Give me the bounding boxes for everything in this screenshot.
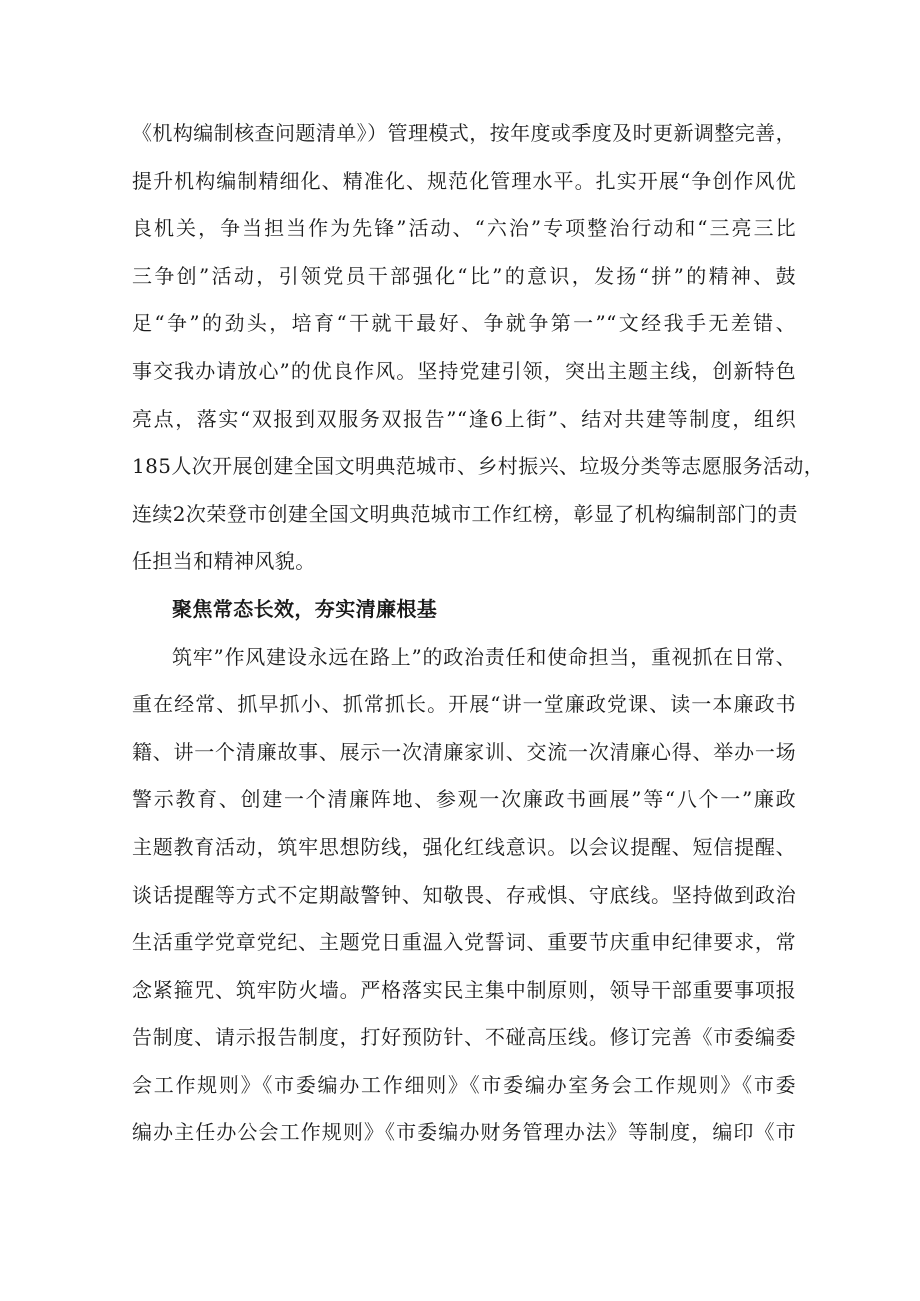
- document-body: [132, 110, 825, 1157]
- paragraph-1-line-5: 足“争”的劲头，培育“干就干最好、争就争第一”“文经我手无差错、: [132, 311, 796, 336]
- paragraph-2-line-9: 告制度、请示报告制度，打好预防针、不碰高压线。修订完善《市委编委: [132, 1025, 796, 1050]
- paragraph-2-line-6: 谈话提醒等方式不定期敲警钟、知敬畏、存戒惧、守底线。坚持做到政治: [132, 882, 796, 907]
- paragraph-1-line-2: 提升机构编制精细化、精准化、规范化管理水平。扎实开展“争创作风优: [132, 168, 796, 193]
- paragraph-1-line-7: 亮点，落实“双报到双服务双报告”“逢6上街”、结对共建等制度，组织: [132, 406, 796, 431]
- paragraph-1-line-4: 三争创”活动，引领党员干部强化“比”的意识，发扬“拼”的精神、鼓: [132, 263, 796, 288]
- paragraph-2-line-4: 警示教育、创建一个清廉阵地、参观一次廉政书画展”等“八个一”廉政: [132, 787, 796, 812]
- paragraph-2-line-7: 生活重学党章党纪、主题党日重温入党誓词、重要节庆重申纪律要求，常: [132, 930, 796, 955]
- paragraph-2-line-10: 会工作规则》《市委编办工作细则》《市委编办室务会工作规则》《市委: [132, 1072, 796, 1097]
- paragraph-2-line-11: 编办主任办公会工作规则》《市委编办财务管理办法》等制度，编印《市: [132, 1120, 796, 1145]
- paragraph-1-line-6: 事交我办请放心”的优良作风。坚持党建引领，突出主题主线，创新特色: [132, 358, 796, 383]
- paragraph-1-line-3: 良机关，争当担当作为先锋”活动、“六治”专项整治行动和“三亮三比: [132, 216, 796, 241]
- paragraph-2-line-2: 重在经常、抓早抓小、抓常抓长。开展“讲一堂廉政党课、读一本廉政书: [132, 692, 796, 717]
- paragraph-2-line-5: 主题教育活动，筑牢思想防线，强化红线意识。以会议提醒、短信提醒、: [132, 834, 796, 859]
- paragraph-1-line-1: 《机构编制核查问题清单》）管理模式，按年度或季度及时更新调整完善，: [132, 121, 796, 145]
- section-heading: 聚焦常态长效，夯实清廉根基: [172, 596, 438, 621]
- paragraph-1-line-10: 任担当和精神风貌。: [132, 549, 316, 574]
- paragraph-2-line-8: 念紧箍咒、筑牢防火墙。严格落实民主集中制原则，领导干部重要事项报: [132, 977, 796, 1002]
- paragraph-1: [132, 110, 825, 586]
- paragraph-2-line-1: 筑牢”作风建设永远在路上”的政治责任和使命担当，重视抓在日常、: [172, 644, 796, 669]
- paragraph-1-line-8: 185人次开展创建全国文明典范城市、乡村振兴、垃圾分类等志愿服务活动，: [132, 454, 825, 479]
- paragraph-1-line-9: 连续2次荣登市创建全国文明典范城市工作红榜，彰显了机构编制部门的责: [132, 501, 798, 526]
- paragraph-2-line-3: 籍、讲一个清廉故事、展示一次清廉家训、交流一次清廉心得、举办一场: [132, 739, 796, 764]
- paragraph-2: [132, 634, 796, 1158]
